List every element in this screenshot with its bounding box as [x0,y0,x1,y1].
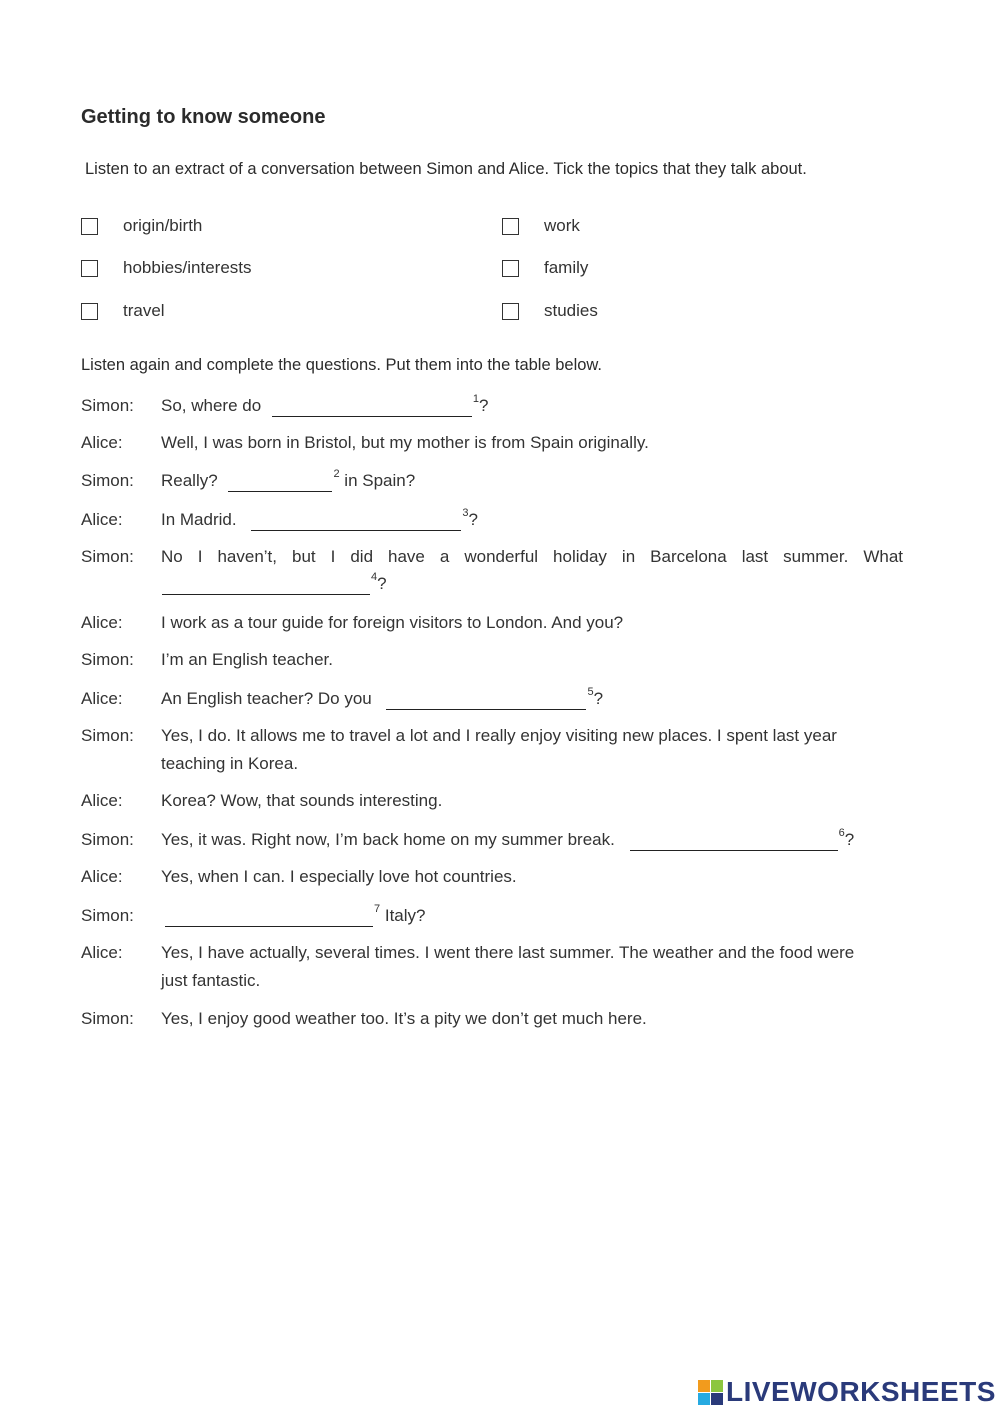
speaker-label: Simon: [81,547,134,566]
speaker-label: Alice: [81,943,123,962]
topic-label: origin/birth [123,216,203,235]
line-text: ? [479,396,489,415]
speaker-label: Simon: [81,830,134,849]
dialogue-line-continued: just fantastic. [161,971,261,990]
speaker-label: Simon: [81,906,134,925]
line-text: ? [377,574,387,593]
topic-label: studies [544,301,598,320]
blank-number: 2 [333,468,340,481]
instruction-questions: Listen again and complete the questions. Put them into the table below. [81,356,603,374]
dialogue-line: Yes, I have actually, several times. I went there last summer. The weather and the food were [161,943,855,962]
topic-origin [81,214,202,238]
topic-family [502,256,588,280]
instruction-topics: Listen to an extract of a conversation between Simon and Alice. Tick the topics that they talk about. [85,160,807,178]
speaker-label: Alice: [81,613,123,632]
dialogue-line-continued: teaching in Korea. [161,754,299,773]
line-text: In Madrid. [161,510,237,529]
topic-checkbox[interactable] [502,218,519,235]
blank-number: 3 [462,507,469,520]
topic-label: travel [123,301,165,320]
answer-blank-4[interactable] [162,576,370,595]
answer-blank-5[interactable] [386,691,586,710]
speaker-label: Simon: [81,471,134,490]
topic-label: hobbies/interests [123,258,252,277]
line-text: Yes, it was. Right now, I’m back home on my summer break. [161,830,615,849]
dialogue-line: Korea? Wow, that sounds interesting. [161,791,443,810]
dialogue-line: Yes, I do. It allows me to travel a lot and I really enjoy visiting new places. I spent last year [161,726,837,745]
dialogue-line: No I haven’t, but I did have a wonderful holiday in Barcelona last summer. What [161,547,903,566]
topic-label: work [544,216,580,235]
blank-number: 1 [472,393,480,406]
dialogue-line [161,507,478,531]
topic-work [502,214,580,238]
dialogue-line: Well, I was born in Bristol, but my mother is from Spain originally. [161,433,649,452]
dialogue-line-continued [161,571,387,595]
speaker-label: Alice: [81,689,123,708]
liveworksheets-logo [698,1376,996,1408]
topic-hobbies [81,256,252,280]
blank-number: 6 [838,827,845,840]
topic-label: family [544,258,589,277]
answer-blank-1[interactable] [272,398,472,417]
line-text: ? [844,830,855,849]
line-text: in Spain? [339,471,416,490]
topic-checkbox[interactable] [81,260,98,277]
topic-checkbox[interactable] [502,260,519,277]
speaker-label: Simon: [81,726,134,745]
blank-number: 7 [374,903,381,916]
dialogue-line [161,903,426,927]
dialogue-line: I work as a tour guide for foreign visitors to London. And you? [161,613,624,632]
line-text: So, where do [161,396,262,415]
logo-mark-icon [698,1380,723,1405]
answer-blank-6[interactable] [630,832,838,851]
logo-text: LIVEWORKSHEETS [726,1376,996,1407]
answer-blank-2[interactable] [228,473,332,492]
dialogue-line: Yes, when I can. I especially love hot countries. [161,867,517,886]
speaker-label: Alice: [81,433,123,452]
speaker-label: Simon: [81,650,134,669]
topic-checkbox[interactable] [81,303,98,320]
answer-blank-7[interactable] [165,908,373,927]
topic-studies [502,299,598,323]
line-text: ? [593,689,604,708]
topic-travel [81,299,165,323]
topic-checkbox[interactable] [81,218,98,235]
speaker-label: Simon: [81,1009,134,1028]
speaker-label: Simon: [81,396,134,415]
dialogue-line: I’m an English teacher. [161,650,333,669]
line-text: Really? [161,471,218,490]
topic-checkbox[interactable] [502,303,519,320]
dialogue-line [161,468,416,492]
answer-blank-3[interactable] [251,512,461,531]
blank-number: 5 [587,686,594,699]
line-text: ? [468,510,478,529]
blank-number: 4 [371,571,378,584]
speaker-label: Alice: [81,867,123,886]
line-text: An English teacher? Do you [161,689,372,708]
dialogue-line: Yes, I enjoy good weather too. It’s a pity we don’t get much here. [161,1009,647,1028]
line-text: Italy? [380,906,426,925]
dialogue-line [161,393,489,417]
dialogue-line [161,827,855,851]
speaker-label: Alice: [81,791,123,810]
dialogue-line [161,686,604,710]
speaker-label: Alice: [81,510,123,529]
worksheet-title: Getting to know someone [81,106,326,128]
